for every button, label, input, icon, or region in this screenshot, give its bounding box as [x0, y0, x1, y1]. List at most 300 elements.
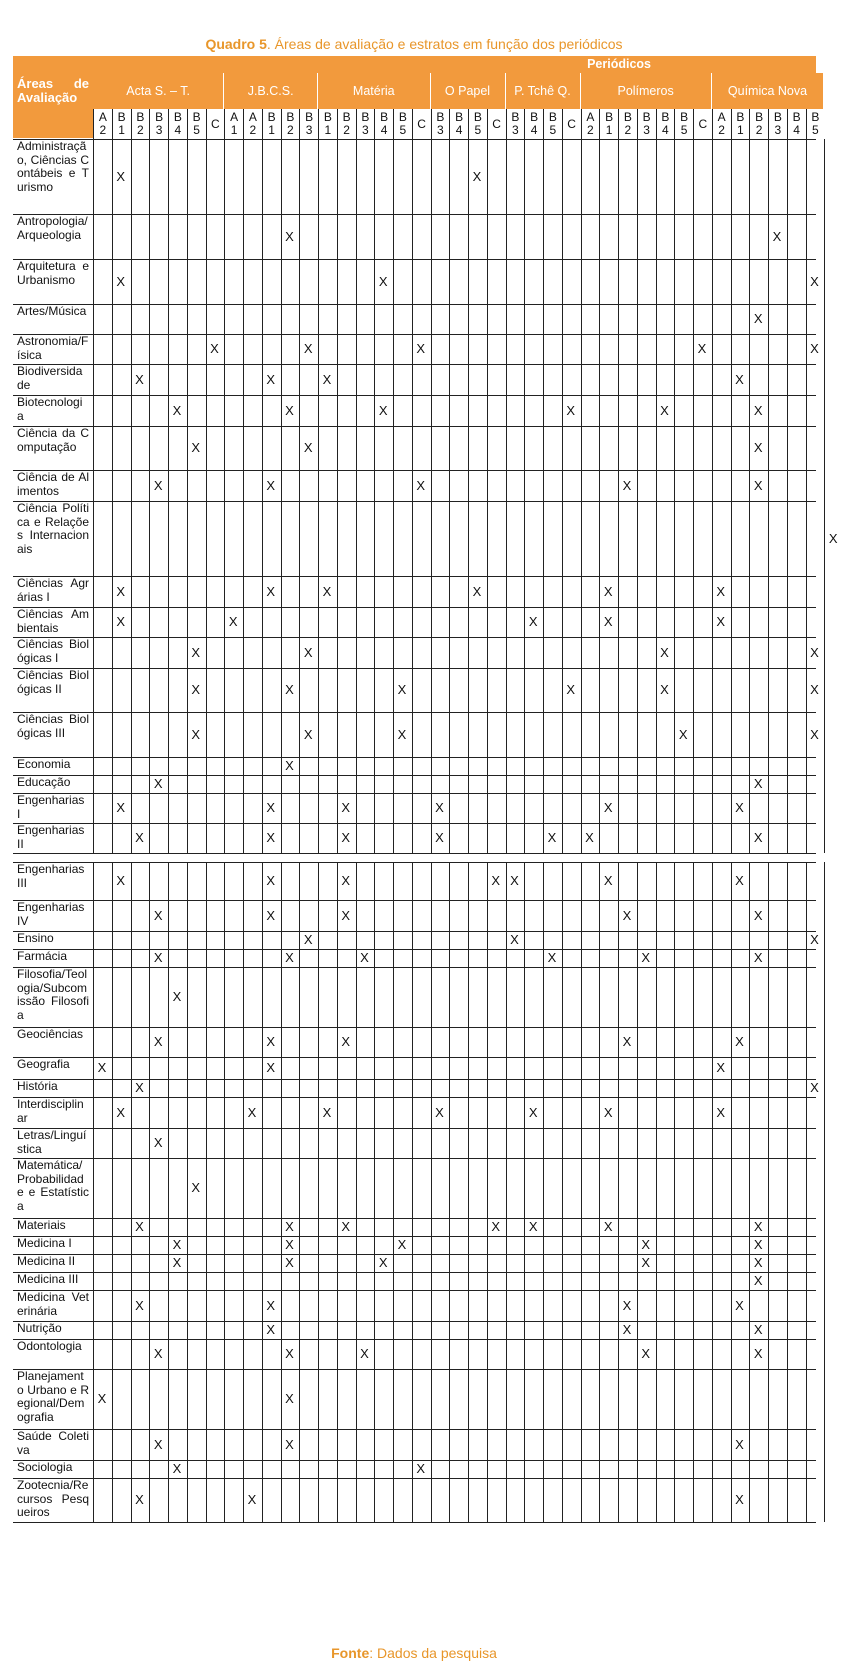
header-stratum: [374, 109, 393, 139]
cell-mark: X: [528, 1104, 538, 1120]
table-row-label: Antropologia/Arqueologia: [17, 214, 88, 242]
cell-mark: X: [172, 1237, 182, 1252]
row-divider: [13, 607, 816, 608]
cell-mark: X: [341, 873, 351, 888]
header-stratum: [149, 109, 168, 139]
cell-mark: X: [135, 1297, 144, 1313]
column-divider: [618, 139, 619, 853]
stratum-digit: 4: [662, 123, 669, 137]
column-divider: [749, 139, 750, 853]
row-divider: [13, 1254, 816, 1255]
cell-mark: X: [753, 1273, 763, 1288]
cell-mark: X: [435, 830, 444, 845]
column-divider: [243, 139, 244, 853]
stratum-digit: 5: [812, 123, 819, 137]
column-divider: [674, 862, 675, 1522]
column-divider: [599, 862, 600, 1522]
column-divider: [599, 139, 600, 853]
column-divider: [149, 862, 150, 1522]
header-journal: Matéria: [318, 73, 431, 109]
stratum-digit: 5: [474, 123, 482, 137]
column-divider: [787, 862, 788, 1522]
stratum-letter: B: [755, 110, 764, 124]
header-stratum: [449, 109, 468, 139]
row-divider: [13, 1290, 816, 1291]
cell-mark: X: [266, 583, 276, 599]
header-stratum: [243, 109, 262, 139]
cell-mark: X: [285, 1255, 294, 1270]
header-stratum: [524, 109, 543, 139]
row-divider: [13, 775, 816, 776]
cell-mark: X: [810, 682, 819, 697]
table-row-label: Planejamento Urbano e Regional/Demografia: [17, 1369, 89, 1424]
cell-mark: X: [378, 273, 388, 289]
stratum-letter: A: [230, 110, 239, 124]
column-divider: [224, 862, 225, 1522]
stratum-letter: B: [192, 110, 201, 124]
cell-mark: X: [116, 583, 126, 599]
cell-mark: X: [472, 168, 482, 184]
cell-mark: X: [116, 800, 126, 815]
header-journal: Acta S. – T.: [93, 73, 224, 109]
cell-mark: X: [285, 1391, 294, 1406]
header-stratum: [562, 109, 581, 139]
cell-mark: X: [172, 402, 182, 418]
cell-mark: X: [753, 1255, 763, 1270]
row-divider: [13, 304, 816, 305]
cell-mark: X: [247, 1492, 257, 1507]
cell-mark: X: [97, 1391, 107, 1406]
table-row-label: Engenharias III: [17, 862, 85, 890]
header-periodicos: Periódicos: [13, 56, 816, 73]
column-divider: [131, 862, 132, 1522]
row-divider: [13, 1097, 816, 1098]
cell-mark: X: [397, 726, 407, 742]
cell-mark: X: [303, 726, 313, 742]
row-divider: [13, 1057, 816, 1058]
row-divider: [13, 931, 816, 932]
row-divider: [13, 1128, 816, 1129]
cell-mark: X: [547, 830, 557, 845]
table-row-label: Filosofia/Teologia/Subcomissão Filosofia: [17, 967, 89, 1022]
header-stratum: [299, 109, 318, 139]
cell-mark: X: [716, 614, 726, 629]
stratum-letter: B: [548, 110, 557, 124]
table-source: Fonte: Dados da pesquisa: [331, 1645, 497, 1661]
column-divider: [299, 139, 300, 853]
cell-mark: X: [285, 758, 294, 773]
column-divider: [93, 862, 94, 1522]
row-divider: [13, 793, 816, 794]
stratum-digit: 1: [268, 123, 275, 137]
stratum-letter: B: [811, 110, 820, 124]
cell-mark: X: [116, 168, 126, 184]
column-divider: [581, 139, 582, 853]
stratum-digit: 2: [249, 123, 257, 137]
cell-mark: X: [116, 614, 126, 629]
stratum-letter: B: [267, 110, 276, 124]
stratum-digit: 4: [455, 123, 463, 137]
stratum-digit: 3: [774, 123, 782, 137]
row-divider: [13, 470, 816, 471]
column-divider: [824, 862, 825, 1522]
stratum-letter: B: [136, 110, 145, 124]
stratum-digit: 5: [680, 123, 688, 137]
cell-mark: X: [285, 682, 294, 697]
row-divider: [13, 668, 816, 669]
cell-mark: X: [266, 830, 276, 845]
cell-mark: X: [266, 1297, 276, 1313]
cell-mark: X: [547, 950, 557, 965]
cell-mark: X: [397, 1237, 407, 1252]
row-divider: [13, 862, 816, 863]
cell-mark: X: [735, 873, 744, 888]
stratum-digit: 3: [155, 123, 163, 137]
header-stratum: [412, 109, 431, 139]
column-divider: [168, 862, 169, 1522]
row-divider: [13, 426, 816, 427]
cell-mark: X: [472, 583, 482, 599]
table-row-label: Geografia: [17, 1057, 70, 1071]
column-divider: [712, 139, 713, 853]
header-stratum: [506, 109, 525, 139]
stratum-digit: 4: [530, 123, 538, 137]
cell-mark: X: [153, 1436, 163, 1452]
cell-mark: X: [735, 1297, 744, 1313]
row-divider: [13, 259, 816, 260]
row-divider: [13, 712, 816, 713]
row-divider: [13, 853, 816, 854]
row-divider: [13, 395, 816, 396]
cell-mark: X: [510, 873, 519, 888]
cell-mark: X: [622, 1322, 632, 1337]
cell-mark: X: [603, 1104, 613, 1120]
header-stratum: [468, 109, 487, 139]
column-divider: [206, 862, 207, 1522]
cell-mark: X: [341, 800, 351, 815]
table-row-label: Medicina III: [17, 1272, 79, 1286]
cell-mark: X: [660, 644, 669, 660]
cell-mark: X: [153, 776, 163, 791]
stratum-letter: C: [211, 116, 220, 131]
column-divider: [468, 862, 469, 1522]
stratum-digit: 4: [380, 123, 388, 137]
column-divider: [524, 139, 525, 853]
cell-mark: X: [753, 1346, 763, 1361]
cell-mark: X: [735, 1034, 744, 1049]
column-divider: [506, 862, 507, 1522]
cell-mark: X: [772, 228, 782, 244]
table-row-label: Engenharias II: [17, 823, 85, 851]
table-row-label: Farmácia: [17, 949, 68, 963]
cell-mark: X: [153, 1034, 163, 1049]
column-divider: [356, 862, 357, 1522]
column-divider: [581, 862, 582, 1522]
cell-mark: X: [828, 530, 838, 546]
column-divider: [693, 139, 694, 853]
table-row-label: Astronomia/Física: [17, 334, 89, 362]
column-divider: [412, 862, 413, 1522]
column-divider: [637, 139, 638, 853]
cell-mark: X: [322, 371, 332, 387]
stratum-digit: 3: [362, 123, 369, 137]
column-divider: [656, 139, 657, 853]
header-stratum: [187, 109, 206, 139]
header-stratum: [431, 109, 450, 139]
stratum-letter: C: [492, 116, 501, 131]
cell-mark: X: [228, 614, 238, 629]
cell-mark: X: [735, 1436, 744, 1452]
cell-mark: X: [753, 1219, 763, 1234]
cell-mark: X: [810, 341, 819, 356]
stratum-letter: A: [98, 110, 107, 124]
stratum-digit: 3: [643, 123, 650, 137]
table-row-label: Ciências Biológicas I: [17, 637, 89, 665]
column-divider: [187, 862, 188, 1522]
table-row-label: História: [17, 1079, 58, 1093]
column-divider: [262, 862, 263, 1522]
stratum-digit: 5: [399, 123, 407, 137]
cell-mark: X: [172, 1461, 182, 1476]
header-journal: J.B.C.S.: [224, 73, 318, 109]
row-divider: [13, 900, 816, 901]
row-divider: [13, 1158, 816, 1159]
column-divider: [318, 139, 319, 853]
cell-mark: X: [753, 830, 763, 845]
cell-mark: X: [753, 477, 763, 493]
table-row-label: Ciência da Computação: [17, 426, 89, 454]
column-divider: [562, 862, 563, 1522]
stratum-digit: 5: [549, 123, 557, 137]
stratum-letter: B: [530, 110, 539, 124]
header-stratum: [112, 109, 131, 139]
cell-mark: X: [735, 371, 744, 387]
cell-mark: X: [266, 873, 276, 888]
cell-mark: X: [135, 1219, 144, 1234]
header-stratum: [318, 109, 337, 139]
column-divider: [431, 139, 432, 853]
header-stratum: [656, 109, 675, 139]
cell-mark: X: [266, 477, 276, 493]
column-divider: [224, 139, 225, 853]
header-stratum: [543, 109, 562, 139]
table-row-label: Materiais: [17, 1218, 66, 1232]
table-row-label: Economia: [17, 757, 71, 771]
table-row-label: Administração, Ciências Contábeis e Turismo: [17, 139, 89, 194]
cell-mark: X: [603, 614, 613, 629]
column-divider: [449, 139, 450, 853]
stratum-letter: A: [586, 110, 595, 124]
column-divider: [318, 862, 319, 1522]
header-stratum: [581, 109, 600, 139]
cell-mark: X: [116, 873, 126, 888]
cell-mark: X: [266, 1322, 276, 1337]
stratum-letter: B: [642, 110, 651, 124]
header-stratum: [281, 109, 300, 139]
column-divider: [543, 862, 544, 1522]
cell-mark: X: [266, 1034, 276, 1049]
cell-mark: X: [135, 371, 144, 387]
journals-table: [13, 56, 838, 1631]
cell-mark: X: [285, 402, 294, 418]
stratum-letter: B: [323, 110, 332, 124]
cell-mark: X: [172, 989, 182, 1004]
cell-mark: X: [341, 907, 351, 923]
cell-mark: X: [716, 1060, 726, 1075]
cell-mark: X: [191, 644, 201, 660]
cell-mark: X: [378, 1255, 388, 1270]
header-stratum: [693, 109, 712, 139]
cell-mark: X: [641, 1237, 651, 1252]
cell-mark: X: [603, 800, 613, 815]
column-divider: [337, 862, 338, 1522]
cell-mark: X: [153, 950, 163, 965]
stratum-letter: B: [605, 110, 614, 124]
row-divider: [13, 1339, 816, 1340]
cell-mark: X: [810, 273, 819, 289]
header-stratum: [731, 109, 750, 139]
cell-mark: X: [266, 1060, 276, 1075]
header-stratum: [206, 109, 225, 139]
cell-mark: X: [266, 907, 276, 923]
table-row-label: Sociologia: [17, 1460, 73, 1474]
cell-mark: X: [116, 273, 126, 289]
cell-mark: X: [622, 477, 632, 493]
stratum-digit: 2: [99, 123, 107, 137]
column-divider: [112, 862, 113, 1522]
header-stratum: [599, 109, 618, 139]
table-row-label: Biotecnologia: [17, 395, 83, 423]
table-row-label: Ciência de Alimentos: [17, 470, 89, 498]
stratum-digit: 3: [305, 123, 313, 137]
cell-mark: X: [753, 402, 763, 418]
stratum-letter: B: [736, 110, 745, 124]
column-divider: [487, 139, 488, 853]
cell-mark: X: [135, 1080, 144, 1095]
stratum-digit: 4: [793, 123, 800, 137]
table-row-label: Ciências Agrárias I: [17, 576, 89, 604]
column-divider: [262, 139, 263, 853]
cell-mark: X: [641, 1255, 651, 1270]
row-divider: [13, 1236, 816, 1237]
cell-mark: X: [603, 583, 613, 599]
table-row-label: Educação: [17, 775, 71, 789]
header-stratum: [674, 109, 693, 139]
cell-mark: X: [416, 477, 426, 493]
column-divider: [562, 139, 563, 853]
column-divider: [93, 139, 94, 853]
table-row-label: Ciências Biológicas III: [17, 712, 89, 740]
cell-mark: X: [153, 477, 163, 493]
cell-mark: X: [716, 1104, 726, 1120]
stratum-digit: 3: [437, 123, 444, 137]
cell-mark: X: [135, 830, 144, 845]
column-divider: [618, 862, 619, 1522]
cell-mark: X: [116, 1104, 126, 1120]
stratum-letter: B: [173, 110, 182, 124]
header-stratum: [806, 109, 825, 139]
header-area: Áreas de Avaliação: [13, 73, 93, 138]
header-stratum: [168, 109, 187, 139]
cell-mark: X: [435, 800, 444, 815]
cell-mark: X: [716, 583, 726, 599]
column-divider: [749, 862, 750, 1522]
row-divider: [13, 967, 816, 968]
cell-mark: X: [510, 932, 519, 947]
row-divider: [13, 1369, 816, 1370]
stratum-digit: 2: [755, 123, 763, 137]
cell-mark: X: [697, 341, 707, 356]
column-divider: [281, 862, 282, 1522]
column-divider: [168, 139, 169, 853]
header-stratum: [356, 109, 375, 139]
stratum-letter: B: [286, 110, 295, 124]
cell-mark: X: [172, 1255, 182, 1270]
stratum-digit: 2: [718, 123, 725, 137]
cell-mark: X: [191, 726, 201, 742]
row-divider: [13, 1429, 816, 1430]
column-divider: [449, 862, 450, 1522]
cell-mark: X: [622, 1034, 632, 1049]
row-divider: [13, 334, 816, 335]
cell-mark: X: [378, 402, 388, 418]
cell-mark: X: [810, 644, 819, 660]
column-divider: [637, 862, 638, 1522]
stratum-letter: B: [792, 110, 801, 124]
stratum-digit: 4: [174, 123, 182, 137]
column-divider: [768, 862, 769, 1522]
row-divider: [13, 823, 816, 824]
row-divider: [13, 757, 816, 758]
cell-mark: X: [285, 950, 294, 965]
cell-mark: X: [191, 682, 201, 697]
column-divider: [693, 862, 694, 1522]
stratum-digit: 2: [587, 123, 594, 137]
stratum-digit: 1: [605, 123, 613, 137]
table-row-label: Geociências: [17, 1027, 84, 1041]
cell-mark: X: [678, 726, 688, 742]
row-divider: [13, 576, 816, 577]
row-divider: [13, 637, 816, 638]
header-stratum: [749, 109, 768, 139]
cell-mark: X: [528, 1219, 538, 1234]
cell-mark: X: [566, 682, 576, 697]
stratum-letter: B: [436, 110, 445, 124]
table-row-label: Medicina Veterinária: [17, 1290, 89, 1318]
header-stratum: [393, 109, 412, 139]
stratum-letter: B: [661, 110, 670, 124]
cell-mark: X: [753, 311, 763, 326]
table-row-label: Medicina I: [17, 1236, 72, 1250]
cell-mark: X: [285, 1219, 294, 1234]
column-divider: [656, 862, 657, 1522]
cell-mark: X: [247, 1104, 257, 1120]
cell-mark: X: [97, 1060, 107, 1075]
stratum-letter: B: [773, 110, 782, 124]
header-stratum: [768, 109, 787, 139]
row-divider: [13, 139, 816, 140]
stratum-letter: B: [473, 110, 482, 124]
column-divider: [299, 862, 300, 1522]
cell-mark: X: [491, 1219, 501, 1234]
stratum-letter: C: [417, 116, 426, 131]
cell-mark: X: [416, 1461, 426, 1476]
stratum-letter: B: [155, 110, 164, 124]
stratum-digit: 2: [287, 123, 294, 137]
stratum-digit: 2: [343, 123, 350, 137]
stratum-letter: B: [361, 110, 370, 124]
table-row-label: Medicina II: [17, 1254, 76, 1268]
